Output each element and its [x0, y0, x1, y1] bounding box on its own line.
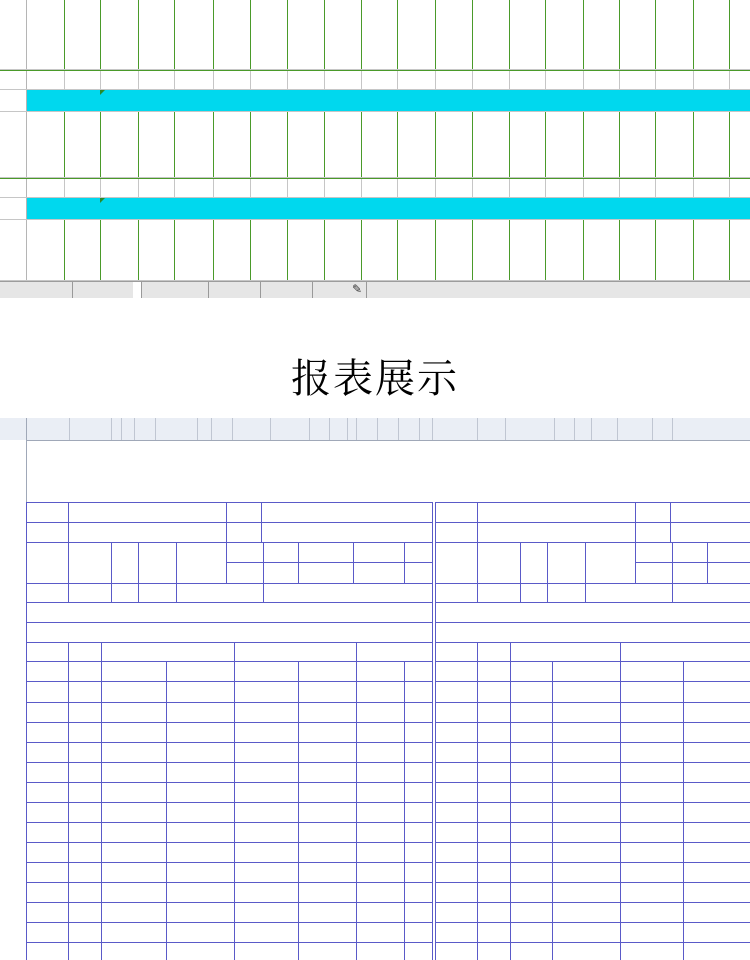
row-line	[26, 802, 432, 803]
grid-line	[620, 642, 621, 661]
row-line	[26, 902, 432, 903]
column-header-H[interactable]	[212, 418, 233, 440]
grid-line	[26, 642, 432, 643]
grid-line	[670, 502, 671, 542]
day-number-cell[interactable]	[584, 179, 620, 197]
grid-line	[435, 522, 750, 523]
time-cell[interactable]	[325, 220, 362, 280]
grid-line	[26, 542, 432, 543]
column-header-Y[interactable]	[653, 418, 673, 440]
column-header-C[interactable]	[112, 418, 122, 440]
time-cell[interactable]	[325, 112, 362, 177]
row-line	[26, 681, 432, 682]
time-cell[interactable]	[473, 112, 510, 177]
row-line	[435, 902, 750, 903]
day-number-cell[interactable]	[288, 71, 325, 89]
time-cell[interactable]	[436, 220, 473, 280]
time-cell[interactable]	[620, 0, 656, 69]
time-cell[interactable]	[656, 0, 694, 69]
grid-line	[620, 661, 621, 960]
grid-line	[356, 642, 357, 661]
time-cell[interactable]	[473, 0, 510, 69]
day-number-cell[interactable]	[694, 71, 730, 89]
sheet-tab-bar	[0, 281, 750, 298]
grid-line	[356, 661, 357, 960]
row-line	[435, 742, 750, 743]
sheet-row-18	[0, 220, 750, 281]
time-cell[interactable]	[473, 220, 510, 280]
grid-line	[261, 502, 262, 542]
grid-line	[585, 583, 586, 602]
row-line	[435, 882, 750, 883]
row-line	[435, 862, 750, 863]
sheet-row-17	[0, 198, 750, 220]
column-header-S[interactable]	[478, 418, 506, 440]
grid-line	[552, 661, 553, 960]
time-cell[interactable]	[214, 0, 251, 69]
grid-line	[520, 542, 521, 583]
row-number[interactable]	[0, 198, 27, 219]
insert-sheet-icon[interactable]: ✎	[348, 282, 367, 298]
row-line	[26, 922, 432, 923]
time-cell[interactable]	[139, 112, 175, 177]
column-header-D[interactable]	[122, 418, 135, 440]
grid-line	[510, 661, 511, 960]
time-cell[interactable]	[398, 112, 436, 177]
row-number[interactable]	[0, 112, 27, 177]
panel-border	[26, 502, 27, 960]
grid-line	[672, 583, 673, 602]
grid-line	[101, 642, 102, 661]
grid-line	[138, 583, 139, 602]
sheet-tab[interactable]	[133, 282, 142, 298]
sheet-row-12	[0, 0, 750, 70]
grid-line	[435, 583, 750, 584]
day-number-cell[interactable]	[101, 179, 139, 197]
row-number[interactable]	[0, 220, 27, 280]
day-number-cell[interactable]	[65, 179, 101, 197]
time-cell[interactable]	[620, 220, 656, 280]
day-number-cell[interactable]	[620, 179, 656, 197]
bottom-spreadsheet	[0, 418, 750, 960]
row-number[interactable]	[0, 71, 27, 89]
time-cell[interactable]	[251, 112, 288, 177]
grid-line	[26, 602, 432, 603]
time-cell[interactable]	[436, 112, 473, 177]
time-cell[interactable]	[694, 112, 730, 177]
grid-line	[435, 622, 750, 623]
time-cell[interactable]	[288, 112, 325, 177]
time-cell[interactable]	[101, 112, 139, 177]
grid-line	[547, 542, 548, 583]
sheet-tab[interactable]	[64, 282, 73, 298]
time-cell[interactable]	[175, 0, 214, 69]
time-cell[interactable]	[362, 220, 398, 280]
day-number-cell[interactable]	[730, 179, 750, 197]
grid-line	[176, 583, 177, 602]
row-line	[26, 722, 432, 723]
row-line	[435, 842, 750, 843]
grid-line	[68, 642, 69, 960]
day-number-cell[interactable]	[27, 179, 65, 197]
row-line	[26, 842, 432, 843]
panel-border	[435, 502, 436, 960]
day-number-cell[interactable]	[325, 71, 362, 89]
grid-line	[477, 642, 478, 960]
day-number-cell[interactable]	[510, 71, 546, 89]
time-cell[interactable]	[27, 112, 65, 177]
time-cell[interactable]	[730, 112, 750, 177]
day-number-cell[interactable]	[546, 179, 584, 197]
time-cell[interactable]	[139, 0, 175, 69]
grid-line	[26, 661, 432, 662]
panel-border	[435, 502, 750, 503]
grid-line	[68, 583, 69, 602]
row-line	[435, 942, 750, 943]
time-cell[interactable]	[288, 220, 325, 280]
time-cell[interactable]	[175, 220, 214, 280]
column-header-I[interactable]	[233, 418, 271, 440]
select-all-corner[interactable]	[0, 418, 27, 440]
row-line	[435, 681, 750, 682]
time-cell[interactable]	[694, 0, 730, 69]
day-number-cell[interactable]	[362, 71, 398, 89]
grid-line	[226, 562, 432, 563]
column-header-G[interactable]	[198, 418, 212, 440]
time-cell[interactable]	[101, 0, 139, 69]
grid-line	[111, 583, 112, 602]
grid-line	[263, 583, 264, 602]
day-number-cell[interactable]	[214, 179, 251, 197]
row-line	[26, 762, 432, 763]
grid-line	[176, 542, 177, 583]
column-header-P[interactable]	[399, 418, 420, 440]
time-cell[interactable]	[288, 0, 325, 69]
column-header-T[interactable]	[506, 418, 555, 440]
row-line	[435, 822, 750, 823]
time-cell[interactable]	[546, 0, 584, 69]
day-number-cell[interactable]	[27, 71, 65, 89]
sheet-row-14	[0, 90, 750, 112]
day-number-cell[interactable]	[436, 179, 473, 197]
day-number-cell[interactable]	[398, 179, 436, 197]
day-number-cell[interactable]	[656, 71, 694, 89]
column-header	[0, 418, 750, 441]
sheet-tab[interactable]	[252, 282, 261, 298]
grid-line	[68, 502, 69, 542]
time-cell[interactable]	[546, 220, 584, 280]
grid-line	[298, 661, 299, 960]
day-number-cell[interactable]	[325, 179, 362, 197]
row-header	[0, 440, 27, 960]
sheet-tab[interactable]	[200, 282, 209, 298]
grid-line	[26, 522, 432, 523]
time-cell[interactable]	[65, 112, 101, 177]
grid-line	[435, 602, 750, 603]
time-cell[interactable]	[510, 220, 546, 280]
column-header-N[interactable]	[357, 418, 378, 440]
grid-line	[435, 542, 750, 543]
grid-line	[404, 661, 405, 960]
grid-line	[477, 542, 478, 583]
time-cell[interactable]	[656, 220, 694, 280]
day-number-cell[interactable]	[436, 71, 473, 89]
sheet-row-16	[0, 178, 750, 198]
row-line	[26, 782, 432, 783]
grid-line	[683, 661, 684, 960]
time-cell[interactable]	[398, 220, 436, 280]
panel-border	[26, 502, 432, 503]
time-cell[interactable]	[27, 0, 65, 69]
page-heading: 报表展示	[291, 356, 459, 402]
sheet-row-15	[0, 112, 750, 178]
column-header-R[interactable]	[433, 418, 478, 440]
row-line	[26, 862, 432, 863]
column-header-([interactable]	[378, 418, 399, 440]
time-cell[interactable]	[730, 220, 750, 280]
day-number-cell[interactable]	[546, 71, 584, 89]
grid-line	[111, 542, 112, 583]
grid-line	[101, 661, 102, 960]
row-line	[435, 702, 750, 703]
grid-line	[26, 583, 432, 584]
column-header-Q[interactable]	[420, 418, 433, 440]
grid-line	[635, 562, 750, 563]
time-cell[interactable]	[436, 0, 473, 69]
time-cell[interactable]	[584, 0, 620, 69]
grid-line	[510, 642, 511, 661]
day-number-cell[interactable]	[510, 179, 546, 197]
row-line	[435, 922, 750, 923]
day-number-cell[interactable]	[362, 179, 398, 197]
sheet-row-13	[0, 70, 750, 90]
row-line	[26, 882, 432, 883]
column-header-X[interactable]	[618, 418, 653, 440]
grid-line	[234, 642, 235, 661]
time-cell[interactable]	[101, 220, 139, 280]
row-number[interactable]	[0, 179, 27, 197]
row-line	[26, 942, 432, 943]
row-line	[26, 702, 432, 703]
day-number-cell[interactable]	[288, 179, 325, 197]
column-header-U[interactable]	[555, 418, 575, 440]
comment-marker	[100, 198, 105, 203]
day-number-cell[interactable]	[139, 179, 175, 197]
column-header-A[interactable]	[26, 418, 70, 440]
time-cell[interactable]	[398, 0, 436, 69]
time-cell[interactable]	[656, 112, 694, 177]
column-header-J[interactable]	[271, 418, 310, 440]
grid-line	[477, 502, 478, 542]
column-header-V[interactable]	[575, 418, 592, 440]
column-header-E[interactable]	[135, 418, 156, 440]
day-number-cell[interactable]	[251, 71, 288, 89]
row-line	[26, 742, 432, 743]
grid-line	[520, 583, 521, 602]
time-cell[interactable]	[584, 220, 620, 280]
day-number-cell[interactable]	[139, 71, 175, 89]
column-header-B[interactable]	[70, 418, 112, 440]
day-number-cell[interactable]	[473, 179, 510, 197]
day-number-cell[interactable]	[730, 71, 750, 89]
time-cell[interactable]	[730, 0, 750, 69]
day-number-cell[interactable]	[214, 71, 251, 89]
row-line	[26, 822, 432, 823]
grid-line	[26, 622, 432, 623]
day-number-cell[interactable]	[656, 179, 694, 197]
day-number-cell[interactable]	[694, 179, 730, 197]
time-cell[interactable]	[65, 0, 101, 69]
grid-line	[435, 642, 750, 643]
column-header-W[interactable]	[592, 418, 618, 440]
column-header-K[interactable]	[310, 418, 330, 440]
day-number-cell[interactable]	[175, 71, 214, 89]
grid-line	[547, 583, 548, 602]
time-cell[interactable]	[694, 220, 730, 280]
panel-border	[432, 502, 433, 960]
time-cell[interactable]	[175, 112, 214, 177]
day-number-cell[interactable]	[101, 71, 139, 89]
time-cell[interactable]	[214, 220, 251, 280]
time-cell[interactable]	[546, 112, 584, 177]
grid-line	[435, 661, 750, 662]
day-number-cell[interactable]	[473, 71, 510, 89]
time-cell[interactable]	[27, 220, 65, 280]
time-cell[interactable]	[510, 112, 546, 177]
day-number-cell[interactable]	[65, 71, 101, 89]
time-cell[interactable]	[325, 0, 362, 69]
grid-line	[68, 542, 69, 583]
time-cell[interactable]	[362, 0, 398, 69]
grid-line	[234, 661, 235, 960]
day-number-cell[interactable]	[584, 71, 620, 89]
row-line	[435, 782, 750, 783]
comment-marker	[100, 90, 105, 95]
time-cell[interactable]	[620, 112, 656, 177]
day-number-cell[interactable]	[398, 71, 436, 89]
day-number-cell[interactable]	[251, 179, 288, 197]
grid-line	[477, 583, 478, 602]
time-cell[interactable]	[214, 112, 251, 177]
day-number-cell[interactable]	[175, 179, 214, 197]
row-line	[435, 722, 750, 723]
column-header-L[interactable]	[330, 418, 348, 440]
row-line	[435, 802, 750, 803]
row-line	[435, 762, 750, 763]
time-cell[interactable]	[362, 112, 398, 177]
row-number[interactable]	[0, 90, 27, 111]
time-cell[interactable]	[139, 220, 175, 280]
column-header-M[interactable]	[348, 418, 357, 440]
top-spreadsheet	[0, 0, 750, 298]
grid-line	[635, 502, 636, 542]
time-cell[interactable]	[251, 0, 288, 69]
row-number[interactable]	[0, 0, 27, 69]
day-number-cell[interactable]	[620, 71, 656, 89]
time-cell[interactable]	[65, 220, 101, 280]
sheet-tab[interactable]	[304, 282, 313, 298]
time-cell[interactable]	[251, 220, 288, 280]
time-cell[interactable]	[584, 112, 620, 177]
grid-line	[585, 542, 586, 583]
column-header-F[interactable]	[156, 418, 198, 440]
grid-line	[138, 542, 139, 583]
grid-line	[166, 661, 167, 960]
grid-line	[226, 502, 227, 542]
time-cell[interactable]	[510, 0, 546, 69]
